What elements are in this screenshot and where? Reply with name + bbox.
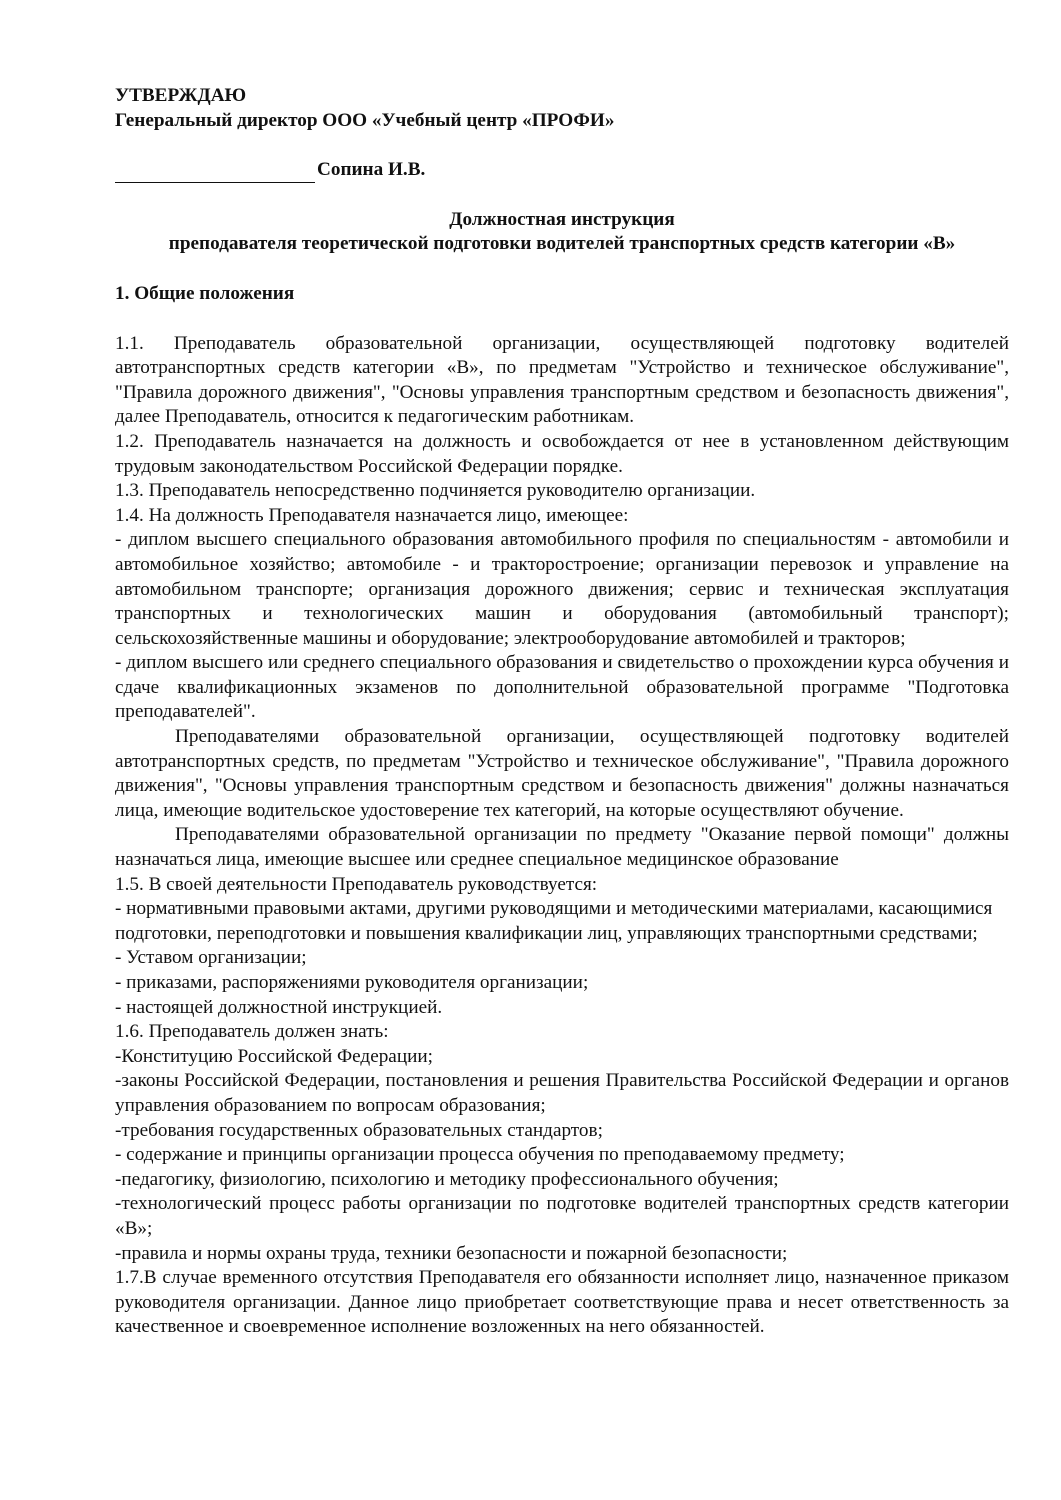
paragraph-indented: Преподавателями образовательной организации по предмету "Оказание первой помощи" должны назначаться лица, имеющие высшее или среднее специальное медицинское образование	[115, 824, 1009, 871]
paragraph-1-1: 1.1. Преподаватель образовательной организации, осуществляющей подготовку водителей автотранспортных средств категории «В», по предметам "Устройство и техническое обслуживание", "Правила дорожного движения", "Основы управления транспортным средством и безопасность движения", далее Преподаватель, относится к педагогическим работникам.	[115, 332, 1009, 428]
list-item: - нормативными правовыми актами, другими руководящими и методическими материалами, касающимися подготовки, переподготовки и повышения квалификации лиц, управляющих транспортными средствами;	[115, 898, 993, 944]
list-item: - диплом высшего или среднего специального образования и свидетельство о прохождении курса обучения и сдаче квалификационных экзаменов по дополнительной образовательной программе "Подготовка преподавателей".	[115, 652, 1009, 723]
list-item: -требования государственных образовательных стандартов;	[115, 1119, 603, 1141]
list-item: - настоящей должностной инструкцией.	[115, 996, 443, 1018]
list-item: -Конституцию Российской Федерации;	[115, 1045, 433, 1067]
list-item: - Уставом организации;	[115, 947, 307, 969]
list-item: -правила и нормы охраны труда, техники безопасности и пожарной безопасности;	[115, 1242, 788, 1264]
signature-row	[115, 158, 1009, 183]
paragraph-1-4: 1.4. На должность Преподавателя назначается лицо, имеющее:	[115, 504, 629, 526]
paragraph-1-3: 1.3. Преподаватель непосредственно подчиняется руководителю организации.	[115, 480, 756, 502]
paragraph-1-2: 1.2. Преподаватель назначается на должность и освобождается от нее в установленном действующим трудовым законодательством Российской Федерации порядке.	[115, 430, 1009, 477]
paragraph-1-6: 1.6. Преподаватель должен знать:	[115, 1021, 389, 1043]
approval-block	[115, 84, 1009, 133]
approver-position: Генеральный директор ООО «Учебный центр «ПРОФИ»	[115, 109, 615, 131]
list-item: - содержание и принципы организации процесса обучения по преподаваемому предмету;	[115, 1144, 845, 1166]
document-page	[115, 84, 1009, 1340]
approver-name: Сопина И.В.	[317, 159, 426, 181]
list-item: - приказами, распоряжениями руководителя организации;	[115, 972, 589, 993]
document-title-line1: Должностная инструкция	[449, 208, 675, 230]
list-item: -законы Российской Федерации, постановления и решения Правительства Российской Федерации и органов управления образованием по вопросам образования;	[115, 1070, 1009, 1116]
approve-label: УТВЕРЖДАЮ	[115, 85, 247, 106]
list-item: -технологический процесс работы организации по подготовке водителей транспортных средств категории «В»;	[115, 1193, 1009, 1239]
section-heading: 1. Общие положения	[115, 282, 295, 304]
document-title	[115, 208, 1009, 257]
paragraph-1-5: 1.5. В своей деятельности Преподаватель руководствуется:	[115, 873, 598, 895]
section-body	[115, 332, 1009, 1340]
list-item: - диплом высшего специального образования автомобильного профиля по специальностям - автомобили и автомобильное хозяйство; автомобиле - и тракторостроение; организации перевозок и управление на автомобильном транспорте; организация дорожного движения; сервис и техническая эксплуатация транспортных и технологических машин и оборудования (автомобильный транспорт); сельскохозяйственные машины и оборудование; электрооборудование автомобилей и тракторов;	[115, 529, 1009, 649]
signature-line	[115, 162, 315, 183]
document-title-line2: преподавателя теоретической подготовки водителей транспортных средств категории «В»	[168, 233, 956, 255]
paragraph-indented: Преподавателями образовательной организации, осуществляющей подготовку водителей автотранспортных средств, по предметам "Устройство и техническое обслуживание", "Правила дорожного движения", "Основы управления транспортным средством и безопасность движения" должны назначаться лица, имеющие водительское удостоверение тех категорий, на которые осуществляют обучение.	[115, 726, 1009, 821]
paragraph-1-7: 1.7.В случае временного отсутствия Преподавателя его обязанности исполняет лицо, назначенное приказом руководителя организации. Данное лицо приобретает соответствующие права и несет ответственность за качественное и своевременное исполнение возложенных на него обязанностей.	[115, 1267, 1009, 1338]
list-item: -педагогику, физиологию, психологию и методику профессионального обучения;	[115, 1168, 779, 1190]
